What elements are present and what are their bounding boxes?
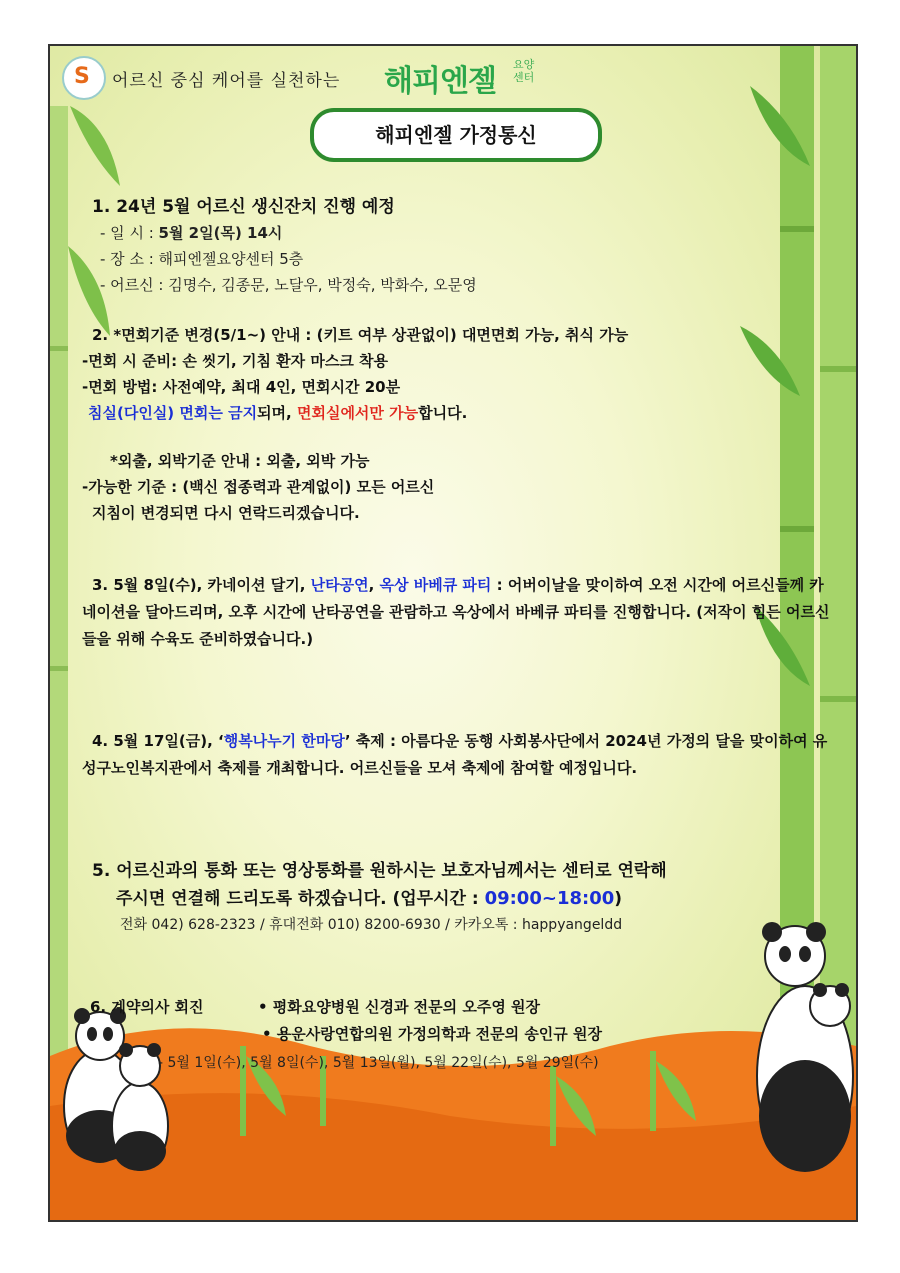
- newsletter-frame: [48, 44, 858, 1222]
- section1-date-label: - 일 시 :: [100, 224, 159, 242]
- section5-line2-text: 주시면 연결해 드리도록 하겠습니다. (업무시간 :: [116, 889, 485, 909]
- section4-paragraph: [82, 728, 830, 782]
- section2-line7: 지침이 변경되면 다시 연락드리겠습니다.: [92, 504, 360, 522]
- section5-hours: 09:00~18:00: [484, 888, 615, 909]
- section6-doctor2: • 용운사랑연합의원 가정의학과 전문의 송인규 원장: [262, 1025, 602, 1043]
- section3-text-3: : 어버이날을 맞이하여 오전 시간에 어르신들께 카네이션을 달아드리며, 오후 시간에 난타공연을 관람하고 옥상에서 바베큐 파티를 진행합니다. (저작이 힘든 어르신들을 위해 수육도 준비하였습니다.): [82, 576, 830, 648]
- section2-line6: -가능한 기준 : (백신 접종력과 관계없이) 모든 어르신: [82, 478, 435, 496]
- header-tagline: 어르신 중심 케어를 실천하는: [112, 71, 341, 91]
- logo-glyph: S: [74, 64, 90, 89]
- section5-line2: [116, 884, 622, 909]
- section1-place: - 장 소 : 해피엔젤요양센터 5층: [100, 250, 304, 268]
- section4-text-2: ’ 축제 : 아름다운 동행 사회봉사단에서 2024년 가정의 달을 맞이하여 유성구노인복지관에서 축제를 개최합니다. 어르신들을 모셔 축제에 참여할 예정입니다.: [82, 732, 828, 777]
- section4-highlight-festival: 행복나누기 한마당: [223, 732, 345, 750]
- section4-text-1: 4. 5월 17일(금), ‘: [92, 732, 224, 750]
- brand-subtitle: 요양센터: [513, 58, 535, 84]
- section2-line4-end: 합니다.: [418, 404, 468, 422]
- page-title: 해피엔젤 가정통신: [310, 108, 602, 162]
- section5-line2-end: ): [614, 889, 623, 909]
- brand-name: 해피엔젤: [384, 64, 496, 99]
- section1-heading: 1. 24년 5월 어르신 생신잔치 진행 예정: [92, 197, 395, 217]
- section3-highlight-nanta: 난타공연: [310, 576, 369, 594]
- section5-line1: 5. 어르신과의 통화 또는 영상통화를 원하시는 보호자님께서는 센터로 연락해: [92, 861, 667, 881]
- section2-line3: -면회 방법: 사전예약, 최대 4인, 면회시간 20분: [82, 378, 401, 396]
- section2-line4-red: 면회실에서만 가능: [296, 404, 419, 422]
- section2-line2: -면회 시 준비: 손 씻기, 기침 환자 마스크 착용: [82, 352, 389, 370]
- section3-text-1: 3. 5월 8일(수), 카네이션 달기,: [92, 576, 311, 594]
- section1-date: [100, 222, 282, 243]
- section6-dates: - 5월 1일(수), 5월 8일(수), 5월 13일(월), 5월 22일(수), 5월 29일(수): [158, 1055, 599, 1071]
- section3-paragraph: [82, 572, 830, 653]
- section6-doctor1: • 평화요양병원 신경과 전문의 오주영 원장: [258, 998, 541, 1016]
- section2-line1: 2. *면회기준 변경(5/1~) 안내 : (키트 여부 상관없이) 대면면회 가능, 취식 가능: [92, 326, 629, 344]
- section2-line4: [88, 402, 467, 423]
- section2-line4-blue: 침실(다인실) 면회는 금지: [88, 404, 258, 422]
- section2-line5: *외출, 외박기준 안내 : 외출, 외박 가능: [110, 452, 370, 470]
- section2-line4-mid: 되며,: [257, 404, 297, 422]
- section5-contact: 전화 042) 628-2323 / 휴대전화 010) 8200-6930 / 카카오톡 : happyangeldd: [120, 917, 623, 933]
- section6-label: 6. 계약의사 회진: [90, 998, 204, 1016]
- logo-icon: [62, 56, 106, 100]
- section1-date-value: 5월 2일(목) 14시: [158, 224, 283, 242]
- section3-highlight-bbq: 옥상 바베큐 파티: [379, 576, 492, 594]
- section1-people: - 어르신 : 김명수, 김종문, 노달우, 박정숙, 박화수, 오문영: [100, 276, 477, 294]
- section3-text-2: ,: [368, 576, 380, 594]
